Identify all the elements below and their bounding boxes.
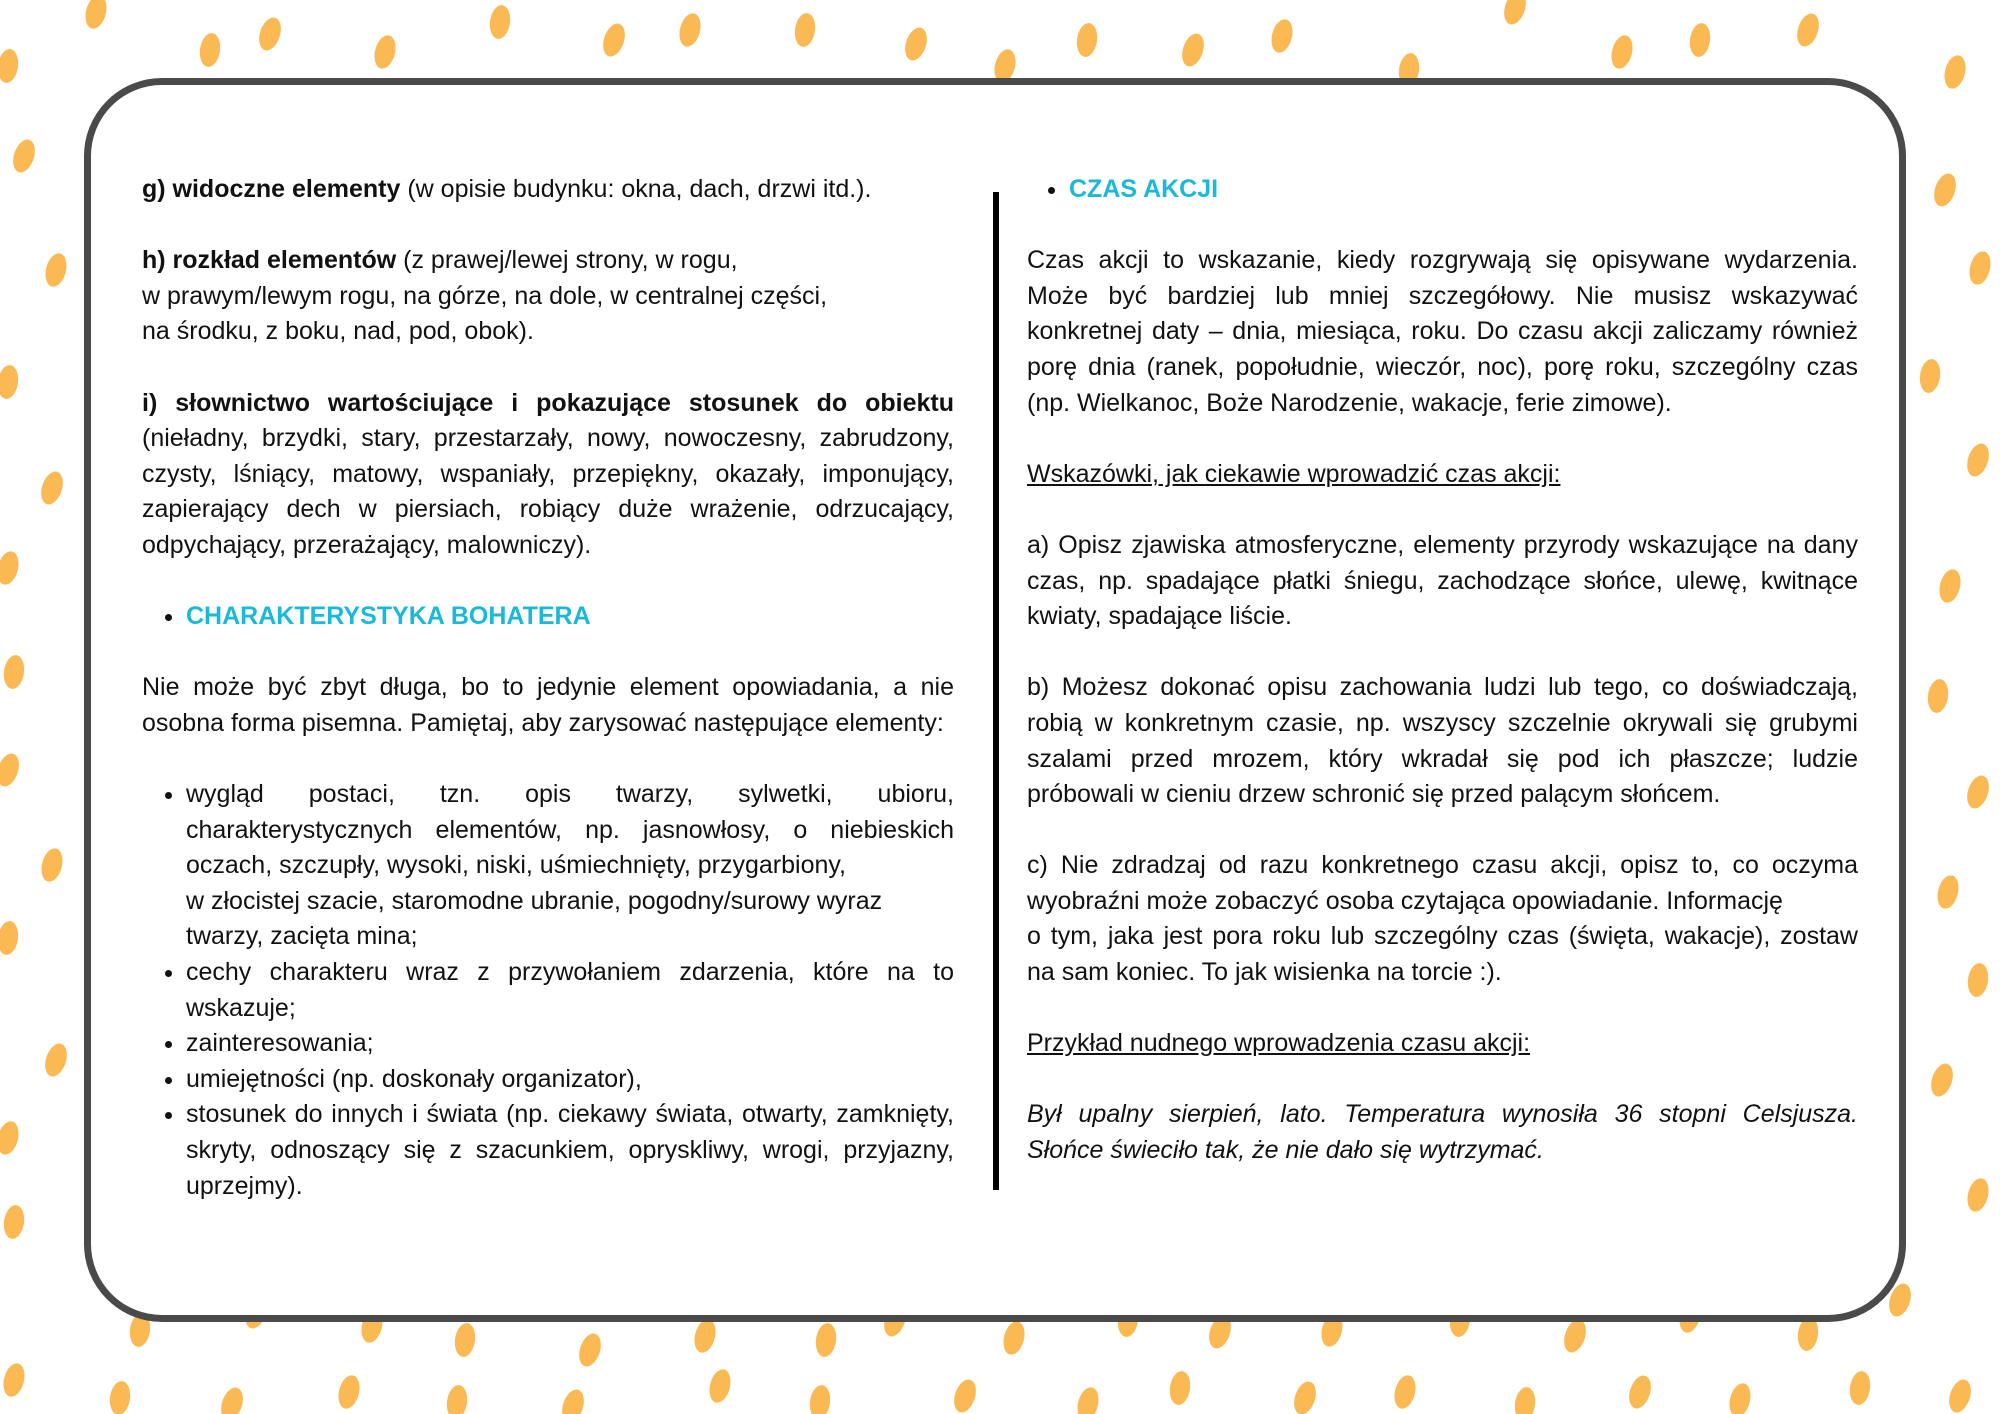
item-i [142,386,954,564]
tip-a: a) Opisz zjawiska atmosferyczne, elementy przyrody wskazujące na dany czas, np. spadające płatki śniegu, zachodzące słońce, ulewę, kwitnące kwiaty, spadające liście. [1027,530,1858,631]
dot-mark [0,1361,28,1399]
list-item-wyglad [186,777,954,955]
dot-mark [1848,1370,1873,1406]
dot-mark [1793,11,1823,50]
item-g-text: (w opisie budynku: okna, dach, drzwi itd.). [400,175,872,203]
dot-mark [1963,773,1993,812]
dot-mark [1500,0,1530,27]
example-text: Był upalny sierpień, lato. Temperatura wynosiła 36 stopni Celsjusza. Słońce świeciło tak, że nie dało się wytrzymać. [1027,1100,1858,1165]
dot-mark [488,4,513,40]
dot-mark [0,920,20,956]
list-item-stosunek: • stosunek do innych i świata (np. ciekawy świata, otwarty, zamknięty, skryty, odnoszący się z szacunkiem, opryskliwy, wrogi, przyjazny, uprzejmy). [186,1097,954,1204]
right-column [1027,172,1858,1204]
tip-c [1027,848,1858,990]
dot-mark [1075,22,1100,58]
dot-mark [1178,31,1208,70]
dot-mark [82,0,110,31]
dot-mark [676,11,704,49]
dot-mark [558,1387,588,1414]
dot-mark [1513,1386,1538,1414]
dot-mark [1966,249,1994,287]
tips-title: Wskazówki, jak ciekawie wprowadzić czas akcji: [1027,459,1561,488]
dot-mark [1930,171,1960,210]
dot-mark [1168,1370,1193,1406]
dot-mark [335,1373,363,1411]
dot-mark [1726,1381,1754,1414]
dot-mark [691,1317,719,1355]
dot-mark [599,21,629,60]
list-item-wyglad-part-2: w złocistej szacie, staromodne ubranie, pogodny/surowy wyraz twarzy, zacięta mina; [186,886,883,951]
dot-mark [255,15,285,54]
dot-mark [42,251,70,289]
tip-c-part-1: c) Nie zdradzaj od razu konkretnego czasu akcji, opisz to, co oczyma wyobraźni może zobaczyć osoba czytająca opowiadanie. Informację [1027,851,1858,915]
dot-mark [1688,22,1713,58]
item-h-line-3: na środku, z boku, nad, pod, obok). [142,317,534,346]
item-i-text: (niеładny, brzydki, stary, przestarzały, nowy, nowoczesny, zabrudzony, czysty, lśniący, matowy, wspaniały, przepiękny, okazały, imponujący, zapierający dech w piersiach, robiący duże wrażenie, odrzucający, odpychający, przerażający, malowniczy). [142,424,954,559]
section-heading-charakterystyka [142,599,954,635]
item-h-label: h) rozkład elementów [142,246,397,275]
list-item-umiejetnosci: • umiejętności (np. doskonały organizator), [186,1062,954,1098]
dot-mark [1936,567,1964,605]
item-g [142,172,954,208]
item-h [142,243,954,350]
dot-mark [0,549,22,587]
dot-mark [217,1385,247,1414]
item-h-text: (z prawej/lewej strony, w rogu, [396,246,738,275]
dot-mark [1926,678,1951,714]
dot-mark [9,137,39,176]
dot-mark [814,1322,839,1358]
charakterystyka-intro: Nie może być zbyt długa, bo to jedynie element opowiadania, a nie osobna forma pisemna. Pamiętaj, aby zarysować następujące elementy: [142,673,954,737]
section-heading-charakterystyka-text: • CHARAKTERYSTYKA BOHATERA [186,599,954,635]
dot-mark [453,1322,478,1358]
dot-mark [1934,873,1962,911]
dot-mark [2,654,27,690]
column-divider [993,192,999,1190]
dot-mark [793,12,818,48]
dot-mark [575,1331,605,1370]
dot-mark [108,1380,133,1414]
dot-mark [1966,962,1991,998]
dot-mark [1608,33,1636,71]
tip-c-part-2: o tym, jaka jest pora roku lub szczególny czas (święta, wakacje), zostaw na sam koniec. To jak wisienka na torcie :). [1027,922,1858,987]
dot-mark [0,1119,22,1157]
section-heading-czas-akcji-text: • CZAS AKCJI [1069,172,1858,208]
dot-mark [0,364,20,400]
item-g-label: g) widoczne elementy [142,175,401,203]
tip-b: b) Możesz dokonać opisu zachowania ludzi lub tego, co doświadczają, robią w konkretnym czasie, np. wszyscy szczelnie okrywali się grubymi szalami przed mrozem, który wkradał się pod ich płaszcze; ludzie próbowali w cieniu drzew schronić się przed palącym słońcem. [1027,673,1858,809]
dot-mark [2,1204,27,1240]
list-item-wyglad-part-1: • wygląd postaci, tzn. opis twarzy, sylwetki, ubioru, charakterystycznych elementów, np. jasnowłosy, o niebieskich oczach, szczupły, wysoki, niski, uśmiechnięty, przygarbiony, [186,780,954,880]
dot-mark [1268,17,1296,55]
list-item-cechy: • cechy charakteru wraz z przywołaniem zdarzenia, które na to wskazuje; [186,955,954,1026]
item-i-label: i) słownictwo wartościujące i pokazujące stosunek do obiektu [142,388,954,417]
dot-mark [198,32,223,68]
dot-mark [901,25,931,64]
dot-mark [1290,1379,1320,1414]
dot-mark [1918,358,1943,394]
left-column [142,172,954,1204]
czas-akcji-intro: Czas akcji to wskazanie, kiedy rozgrywają się opisywane wydarzenia. Może być bardziej lub mniej szczegółowy. Nie musisz wskazywać konkretnej daty – dnia, miesiąca, roku. Do czasu akcji zaliczamy również porę dnia (ranek, popołudnie, wieczór, noc), porę roku, szczególny czas (np. Wielkanoc, Boże Narodzenie, wakacje, ferie zimowe). [1027,246,1858,417]
dot-mark [706,1367,734,1405]
list-item-zainteresowania: • zainteresowania; [186,1026,954,1062]
dot-mark [1391,1373,1419,1411]
dot-mark [1964,1176,1992,1214]
dot-mark [1941,53,1969,91]
dot-mark [371,33,399,71]
dot-mark [1074,1385,1102,1414]
item-h-line-2: w prawym/lewym rogu, na górze, na dole, w centralnej części, [142,281,828,310]
charakterystyka-list [142,777,954,1204]
dot-mark [1927,1061,1957,1100]
dot-mark [41,1041,71,1080]
dot-mark [38,846,66,884]
dot-mark [808,1384,833,1414]
example-title: Przykład nudnego wprowadzenia czasu akcji: [1027,1029,1531,1058]
dot-mark [0,751,23,790]
dot-mark [1625,1373,1655,1412]
dot-mark [445,1384,470,1414]
dot-mark [1000,1319,1028,1357]
dot-mark [37,469,67,508]
section-heading-czas-akcji [1025,172,1858,208]
dot-mark [0,48,20,84]
dot-mark [1945,1377,1975,1414]
dot-mark [950,1377,980,1414]
dot-mark [1560,1317,1590,1356]
dot-mark [1963,441,1993,480]
